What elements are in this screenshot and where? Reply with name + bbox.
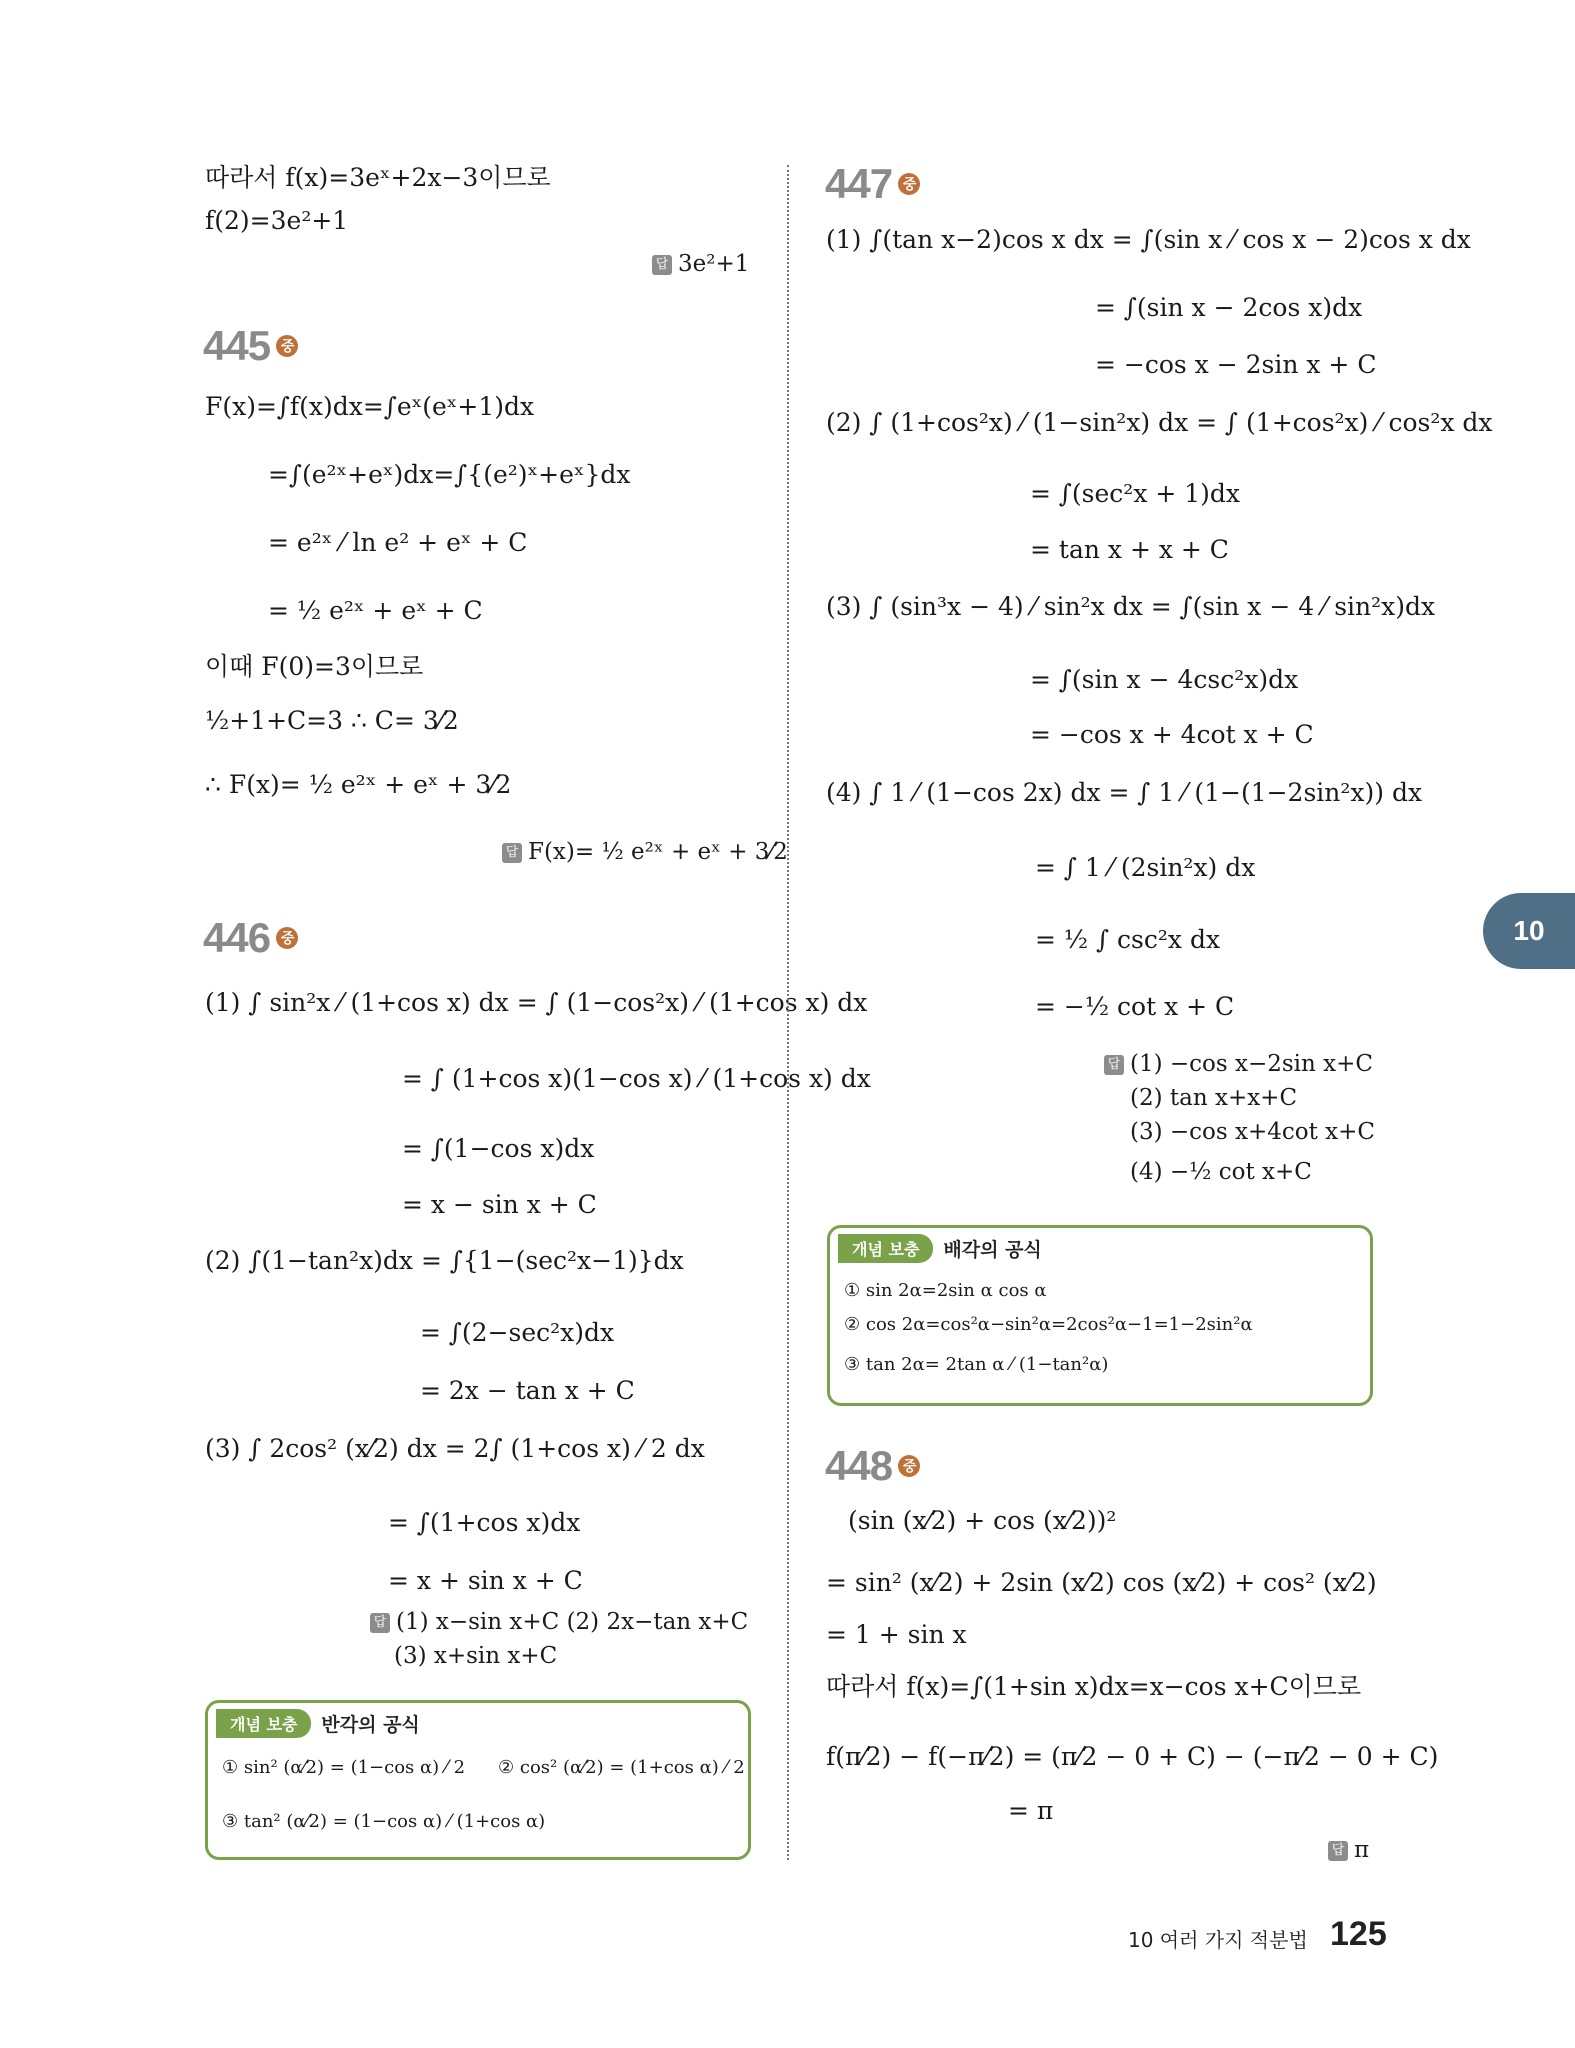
concept-box-half-angle (205, 1700, 751, 1860)
p447-line-10: (4) ∫ 1 ⁄ (1−cos 2x) dx = ∫ 1 ⁄ (1−(1−2sin²x)) dx (826, 778, 1423, 807)
answer-mark-icon: 답 (502, 843, 522, 863)
p447-line-6: = tan x + x + C (1030, 535, 1229, 564)
answer-mark-icon: 답 (1104, 1055, 1124, 1075)
concept-title: 반각의 공식 (321, 1714, 420, 1736)
p445-line-5: 이때 F(0)=3이므로 (205, 652, 424, 681)
p445-line-2: =∫(e²ˣ+eˣ)dx=∫{(e²)ˣ+eˣ}dx (268, 460, 631, 489)
p446-answer-1 (370, 1606, 748, 1638)
p446-line-6: = ∫(2−sec²x)dx (420, 1318, 615, 1347)
p445-line-7: ∴ F(x)= ½ e²ˣ + eˣ + 3⁄2 (205, 770, 512, 799)
concept-item-1: ① sin 2α=2sin α cos α (844, 1280, 1047, 1301)
concept-header (838, 1234, 1370, 1263)
concept-item-1: ① sin² (α⁄2) = (1−cos α) ⁄ 2 (222, 1757, 466, 1778)
problem-445-header (203, 322, 298, 370)
answer-mark-icon: 답 (652, 255, 672, 275)
page-number: 125 (1330, 1915, 1387, 1953)
p446-line-4: = x − sin x + C (402, 1190, 597, 1219)
p447-line-9: = −cos x + 4cot x + C (1030, 720, 1314, 749)
p447-line-7: (3) ∫ (sin³x − 4) ⁄ sin²x dx = ∫(sin x − 4 ⁄ sin²x)dx (826, 592, 1436, 621)
problem-447-header (825, 160, 920, 208)
p446-line-7: = 2x − tan x + C (420, 1376, 635, 1405)
p445-line-1: F(x)=∫f(x)dx=∫eˣ(eˣ+1)dx (205, 392, 535, 421)
concept-tag: 개념 보충 (216, 1709, 311, 1738)
difficulty-badge: 중 (276, 335, 298, 357)
concept-item-3: ③ tan² (α⁄2) = (1−cos α) ⁄ (1+cos α) (222, 1811, 546, 1832)
p447-line-11: = ∫ 1 ⁄ (2sin²x) dx (1035, 853, 1256, 882)
p445-line-6: ½+1+C=3 ∴ C= 3⁄2 (205, 706, 459, 735)
concept-title: 배각의 공식 (943, 1239, 1042, 1261)
p446-line-8: (3) ∫ 2cos² (x⁄2) dx = 2∫ (1+cos x) ⁄ 2 dx (205, 1434, 705, 1463)
p447-line-3: = −cos x − 2sin x + C (1095, 350, 1377, 379)
p447-line-8: = ∫(sin x − 4csc²x)dx (1030, 665, 1299, 694)
p446-line-10: = x + sin x + C (388, 1566, 583, 1595)
p446-line-5: (2) ∫(1−tan²x)dx = ∫{1−(sec²x−1)}dx (205, 1246, 684, 1275)
concept-item-2: ② cos 2α=cos²α−sin²α=2cos²α−1=1−2sin²α (844, 1314, 1253, 1335)
difficulty-badge: 중 (276, 927, 298, 949)
p445-line-4: = ½ e²ˣ + eˣ + C (268, 596, 483, 625)
problem-number: 447 (825, 160, 893, 207)
p448-line-6: = π (1008, 1796, 1054, 1825)
intro-line-1: 따라서 f(x)=3eˣ+2x−3이므로 (205, 163, 551, 192)
answer-mark-icon: 답 (370, 1613, 390, 1633)
p446-line-3: = ∫(1−cos x)dx (402, 1134, 595, 1163)
p447-line-4: (2) ∫ (1+cos²x) ⁄ (1−sin²x) dx = ∫ (1+cos²x) ⁄ cos²x dx (826, 408, 1493, 437)
concept-item-3: ③ tan 2α= 2tan α ⁄ (1−tan²α) (844, 1354, 1109, 1375)
concept-box-double-angle (827, 1225, 1373, 1406)
p447-line-1: (1) ∫(tan x−2)cos x dx = ∫(sin x ⁄ cos x − 2)cos x dx (826, 225, 1471, 254)
p445-answer (502, 836, 788, 868)
p447-answer-3: (3) −cos x+4cot x+C (1130, 1119, 1376, 1145)
p447-line-13: = −½ cot x + C (1035, 992, 1235, 1021)
intro-answer (652, 248, 749, 280)
answer-text: 3e²+1 (678, 251, 750, 277)
answer-text: F(x)= ½ e²ˣ + eˣ + 3⁄2 (528, 839, 788, 865)
p446-line-9: = ∫(1+cos x)dx (388, 1508, 581, 1537)
p448-line-1: (sin (x⁄2) + cos (x⁄2))² (848, 1506, 1117, 1535)
p446-answer-2: (3) x+sin x+C (394, 1643, 558, 1669)
p448-line-4: 따라서 f(x)=∫(1+sin x)dx=x−cos x+C이므로 (826, 1672, 1362, 1701)
p445-line-3: = e²ˣ ⁄ ln e² + eˣ + C (268, 528, 528, 557)
p448-line-5: f(π⁄2) − f(−π⁄2) = (π⁄2 − 0 + C) − (−π⁄2 − 0 + C) (826, 1742, 1439, 1771)
p446-line-1: (1) ∫ sin²x ⁄ (1+cos x) dx = ∫ (1−cos²x) ⁄ (1+cos x) dx (205, 988, 868, 1017)
p447-line-2: = ∫(sin x − 2cos x)dx (1095, 293, 1363, 322)
problem-446-header (203, 914, 298, 962)
problem-number: 445 (203, 322, 271, 369)
p447-line-5: = ∫(sec²x + 1)dx (1030, 479, 1241, 508)
column-divider (787, 165, 789, 1860)
p448-line-2: = sin² (x⁄2) + 2sin (x⁄2) cos (x⁄2) + cos² (x⁄2) (826, 1568, 1377, 1597)
p447-line-12: = ½ ∫ csc²x dx (1035, 925, 1221, 954)
intro-line-2: f(2)=3e²+1 (205, 206, 349, 235)
answer-text: (1) x−sin x+C (2) 2x−tan x+C (396, 1609, 749, 1635)
concept-item-2: ② cos² (α⁄2) = (1+cos α) ⁄ 2 (498, 1757, 745, 1778)
p446-line-2: = ∫ (1+cos x)(1−cos x) ⁄ (1+cos x) dx (402, 1064, 871, 1093)
answer-text: (1) −cos x−2sin x+C (1130, 1051, 1374, 1077)
difficulty-badge: 중 (898, 173, 920, 195)
problem-number: 448 (825, 1442, 893, 1489)
p447-answer-1 (1104, 1048, 1373, 1080)
answer-mark-icon: 답 (1328, 1841, 1348, 1861)
p448-answer (1328, 1834, 1369, 1866)
p447-answer-4: (4) −½ cot x+C (1130, 1159, 1312, 1185)
concept-header (216, 1709, 748, 1738)
problem-number: 446 (203, 914, 271, 961)
p448-line-3: = 1 + sin x (826, 1620, 967, 1649)
difficulty-badge: 중 (898, 1455, 920, 1477)
answer-text: π (1354, 1837, 1370, 1863)
footer-chapter-title: 10 여러 가지 적분법 (1128, 1928, 1308, 1952)
concept-tag: 개념 보충 (838, 1234, 933, 1263)
problem-448-header (825, 1442, 920, 1490)
p447-answer-2: (2) tan x+x+C (1130, 1085, 1298, 1111)
chapter-side-tab: 10 (1483, 893, 1575, 969)
